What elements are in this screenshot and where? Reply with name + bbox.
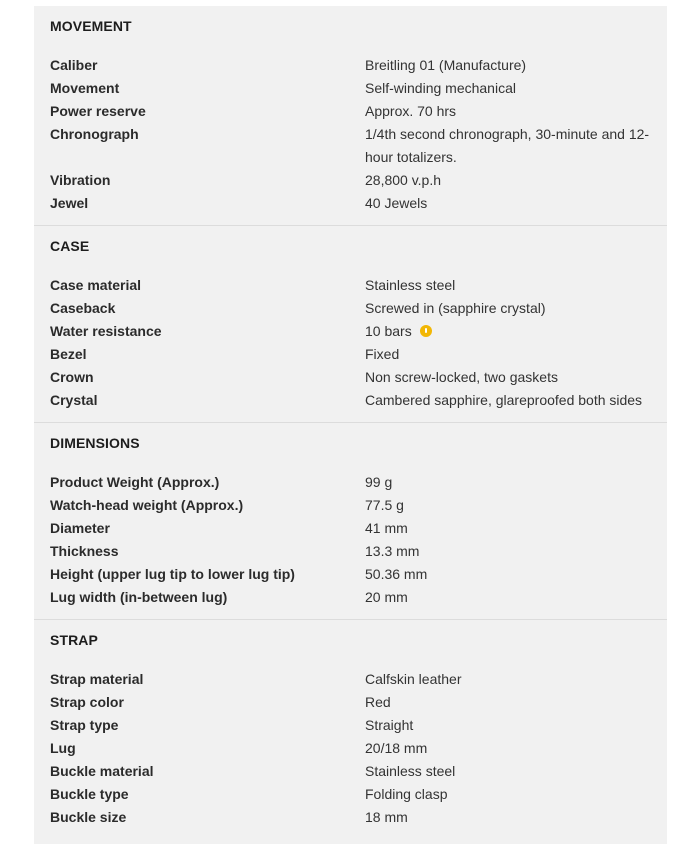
spec-label: Caliber	[50, 57, 98, 73]
spec-label: Strap type	[50, 717, 119, 733]
spec-row-case-material	[50, 274, 651, 297]
spec-row-bezel	[50, 343, 651, 366]
spec-label: Crown	[50, 369, 94, 385]
spec-label: Caseback	[50, 300, 116, 316]
spec-row-watch-head-weight	[50, 494, 651, 517]
section-case	[34, 226, 667, 423]
spec-value: 99 g	[365, 474, 393, 490]
spec-label: Diameter	[50, 520, 110, 536]
spec-value: 20/18 mm	[365, 740, 428, 756]
info-icon[interactable]	[420, 325, 432, 337]
spec-value: Approx. 70 hrs	[365, 103, 457, 119]
spec-row-thickness	[50, 540, 651, 563]
spec-row-vibration	[50, 169, 651, 192]
section-title: STRAP	[50, 632, 98, 648]
section-dimensions	[34, 423, 667, 620]
section-strap	[34, 620, 667, 839]
spec-value: Breitling 01 (Manufacture)	[365, 57, 527, 73]
section-title: DIMENSIONS	[50, 435, 140, 451]
spec-row-buckle-material	[50, 760, 651, 783]
spec-label: Chronograph	[50, 126, 139, 142]
spec-row-strap-type	[50, 714, 651, 737]
section-title: MOVEMENT	[50, 18, 132, 34]
spec-row-lug	[50, 737, 651, 760]
spec-row-buckle-size	[50, 806, 651, 829]
spec-value-with-info	[365, 320, 651, 343]
spec-row-product-weight	[50, 471, 651, 494]
spec-value: 13.3 mm	[365, 543, 420, 559]
spec-value: Stainless steel	[365, 277, 456, 293]
spec-label: Bezel	[50, 346, 87, 362]
spec-label: Product Weight (Approx.)	[50, 474, 220, 490]
spec-value: Fixed	[365, 346, 400, 362]
spec-value: Calfskin leather	[365, 671, 462, 687]
spec-label: Vibration	[50, 172, 111, 188]
spec-row-crown	[50, 366, 651, 389]
spec-label: Buckle type	[50, 786, 129, 802]
spec-row-buckle-type	[50, 783, 651, 806]
spec-value: 1/4th second chronograph, 30-minute and 12-hour totalizers.	[365, 126, 650, 165]
spec-row-caseback	[50, 297, 651, 320]
spec-row-water-resistance	[50, 320, 651, 343]
spec-value: 28,800 v.p.h	[365, 172, 442, 188]
spec-value: Cambered sapphire, glareproofed both sides	[365, 392, 643, 408]
spec-value: Non screw-locked, two gaskets	[365, 369, 558, 385]
section-title: CASE	[50, 238, 90, 254]
spec-row-strap-color	[50, 691, 651, 714]
spec-value: Screwed in (sapphire crystal)	[365, 300, 546, 316]
spec-value: 41 mm	[365, 520, 408, 536]
spec-row-caliber	[50, 54, 651, 77]
spec-label: Jewel	[50, 195, 89, 211]
spec-label: Buckle material	[50, 763, 154, 779]
spec-row-jewel	[50, 192, 651, 215]
spec-label: Watch-head weight (Approx.)	[50, 497, 244, 513]
spec-row-diameter	[50, 517, 651, 540]
spec-value: Red	[365, 694, 391, 710]
spec-label: Strap material	[50, 671, 144, 687]
spec-label: Strap color	[50, 694, 124, 710]
spec-label: Lug width (in-between lug)	[50, 589, 228, 605]
spec-row-height	[50, 563, 651, 586]
spec-value: 18 mm	[365, 809, 408, 825]
spec-value: 20 mm	[365, 589, 408, 605]
spec-row-crystal	[50, 389, 651, 412]
spec-row-movement	[50, 77, 651, 100]
spec-value: 10 bars	[365, 323, 412, 339]
spec-label: Height (upper lug tip to lower lug tip)	[50, 566, 295, 582]
spec-row-power-reserve	[50, 100, 651, 123]
spec-value: Straight	[365, 717, 414, 733]
spec-row-chronograph	[50, 123, 651, 169]
spec-value: 40 Jewels	[365, 195, 428, 211]
spec-label: Power reserve	[50, 103, 146, 119]
spec-label: Lug	[50, 740, 76, 756]
spec-row-strap-material	[50, 668, 651, 691]
spec-label: Buckle size	[50, 809, 127, 825]
specifications-panel	[34, 6, 667, 844]
spec-value: Self-winding mechanical	[365, 80, 516, 96]
spec-label: Crystal	[50, 392, 98, 408]
spec-label: Case material	[50, 277, 142, 293]
spec-label: Thickness	[50, 543, 119, 559]
spec-row-lug-width	[50, 586, 651, 609]
spec-value: Stainless steel	[365, 763, 456, 779]
spec-label: Water resistance	[50, 323, 162, 339]
section-movement	[34, 6, 667, 226]
spec-value: Folding clasp	[365, 786, 448, 802]
spec-value: 50.36 mm	[365, 566, 428, 582]
spec-label: Movement	[50, 80, 120, 96]
spec-value: 77.5 g	[365, 497, 404, 513]
